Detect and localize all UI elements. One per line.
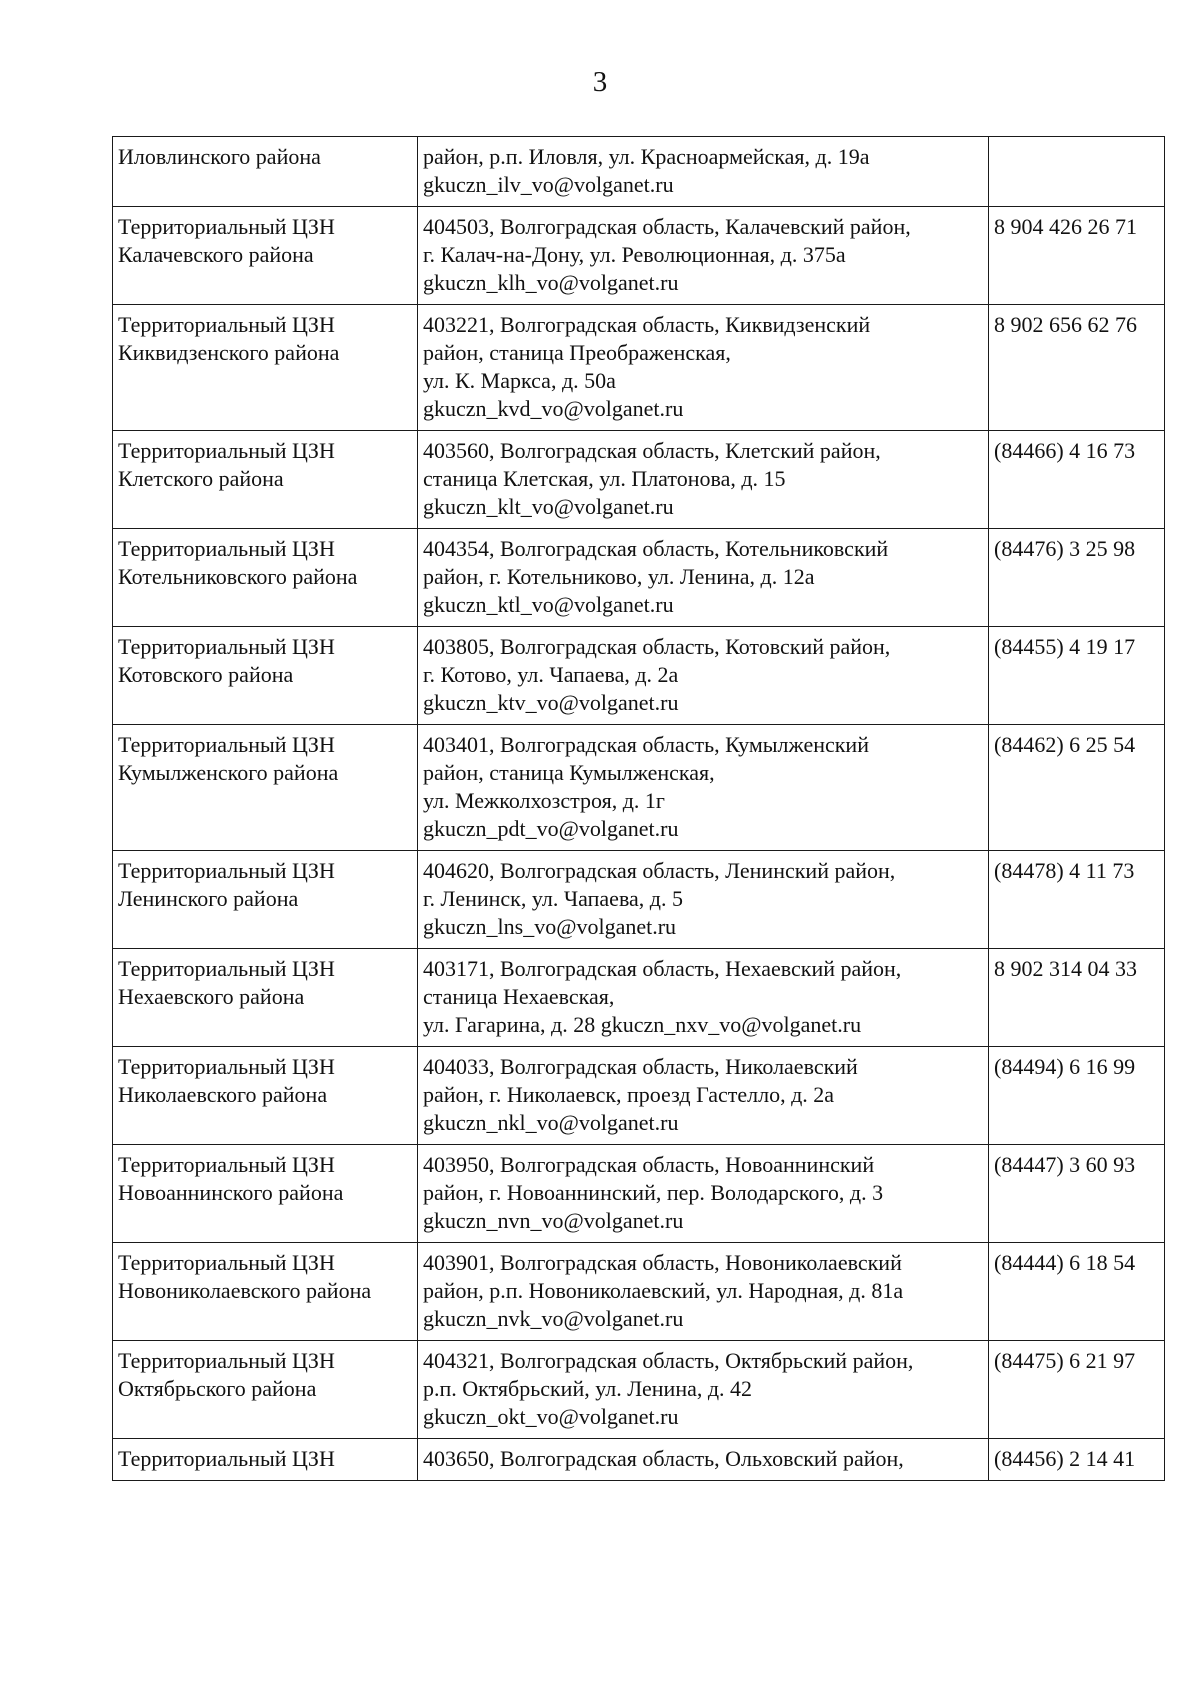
phone-number: (84462) 6 25 54 [994,732,1136,757]
phone-number: (84494) 6 16 99 [994,1054,1136,1079]
table-row [113,431,1165,529]
employment-centers-table [112,136,1165,1481]
address-line: 404321, Волгоградская область, Октябрьский район, [423,1348,914,1373]
center-name-line: Территориальный ЦЗН [118,634,335,659]
center-name-line: Киквидзенского района [118,340,340,365]
address-line: 404503, Волгоградская область, Калачевский район, [423,214,911,239]
center-name-line: Калачевского района [118,242,314,267]
table-row [113,1439,1165,1481]
table-row [113,207,1165,305]
address-line: 403805, Волгоградская область, Котовский район, [423,634,891,659]
center-name-cell [113,627,418,725]
table-row [113,949,1165,1047]
phone-cell [989,305,1165,431]
address-cell [418,1439,989,1481]
address-line: район, станица Преображенская, [423,340,731,365]
address-line: станица Клетская, ул. Платонова, д. 15 [423,466,786,491]
phone-cell [989,627,1165,725]
address-cell [418,431,989,529]
center-name-line: Территориальный ЦЗН [118,214,335,239]
table-row [113,1243,1165,1341]
address-line: 403171, Волгоградская область, Нехаевский район, [423,956,902,981]
phone-number: (84444) 6 18 54 [994,1250,1136,1275]
address-cell [418,207,989,305]
center-name-line: Новоаннинского района [118,1180,344,1205]
address-line: район, г. Новоаннинский, пер. Володарского, д. 3 [423,1180,884,1205]
address-cell [418,1243,989,1341]
address-line: gkuczn_ktv_vo@volganet.ru [423,690,679,715]
center-name-line: Территориальный ЦЗН [118,1054,335,1079]
address-cell [418,725,989,851]
phone-cell [989,1439,1165,1481]
center-name-line: Нехаевского района [118,984,305,1009]
phone-number: 8 902 314 04 33 [994,956,1137,981]
center-name-line: Территориальный ЦЗН [118,536,335,561]
center-name-cell [113,431,418,529]
phone-number: (84447) 3 60 93 [994,1152,1136,1177]
center-name-line: Ленинского района [118,886,299,911]
phone-cell [989,1243,1165,1341]
phone-cell [989,949,1165,1047]
center-name-line: Иловлинского района [118,144,321,169]
address-line: gkuczn_nvk_vo@volganet.ru [423,1306,684,1331]
address-line: г. Ленинск, ул. Чапаева, д. 5 [423,886,683,911]
phone-number: (84466) 4 16 73 [994,438,1136,463]
address-line: г. Котово, ул. Чапаева, д. 2а [423,662,679,687]
phone-number: 8 904 426 26 71 [994,214,1137,239]
address-line: 403650, Волгоградская область, Ольховский район, [423,1446,904,1471]
address-cell [418,1341,989,1439]
center-name-line: Новониколаевского района [118,1278,372,1303]
address-cell [418,305,989,431]
center-name-cell [113,137,418,207]
phone-number: 8 902 656 62 76 [994,312,1137,337]
center-name-line: Территориальный ЦЗН [118,1152,335,1177]
phone-cell [989,1145,1165,1243]
table-row [113,305,1165,431]
address-cell [418,529,989,627]
center-name-line: Котовского района [118,662,294,687]
center-name-cell [113,1145,418,1243]
center-name-cell [113,1243,418,1341]
table-row [113,1341,1165,1439]
table-row [113,725,1165,851]
address-line: gkuczn_kvd_vo@volganet.ru [423,396,684,421]
table-row [113,627,1165,725]
center-name-line: Кумылженского района [118,760,339,785]
address-line: 403401, Волгоградская область, Кумылженский [423,732,869,757]
center-name-cell [113,207,418,305]
phone-number: (84456) 2 14 41 [994,1446,1136,1471]
center-name-line: Территориальный ЦЗН [118,1250,335,1275]
center-name-line: Территориальный ЦЗН [118,1348,335,1373]
address-line: 403901, Волгоградская область, Новониколаевский [423,1250,902,1275]
phone-cell [989,725,1165,851]
center-name-line: Территориальный ЦЗН [118,438,335,463]
center-name-cell [113,725,418,851]
center-name-cell [113,305,418,431]
phone-number: (84455) 4 19 17 [994,634,1136,659]
table-row [113,1047,1165,1145]
center-name-line: Николаевского района [118,1082,328,1107]
address-line: 403221, Волгоградская область, Киквидзенский [423,312,871,337]
address-line: 403950, Волгоградская область, Новоаннинский [423,1152,875,1177]
address-cell [418,851,989,949]
address-line: ул. Межколхозстроя, д. 1г [423,788,665,813]
center-name-line: Территориальный ЦЗН [118,312,335,337]
address-line: gkuczn_okt_vo@volganet.ru [423,1404,679,1429]
page-number: 3 [592,66,608,98]
address-line: станица Нехаевская, [423,984,615,1009]
address-line: gkuczn_klt_vo@volganet.ru [423,494,674,519]
table-row [113,137,1165,207]
address-cell [418,137,989,207]
table-row [113,529,1165,627]
address-line: ул. Гагарина, д. 28 gkuczn_nxv_vo@volganet.ru [423,1012,862,1037]
address-line: 404620, Волгоградская область, Ленинский район, [423,858,896,883]
table-row [113,1145,1165,1243]
address-line: gkuczn_lns_vo@volganet.ru [423,914,677,939]
address-line: gkuczn_ktl_vo@volganet.ru [423,592,674,617]
center-name-line: Территориальный ЦЗН [118,732,335,757]
center-name-line: Территориальный ЦЗН [118,858,335,883]
address-cell [418,1047,989,1145]
address-line: р.п. Октябрьский, ул. Ленина, д. 42 [423,1376,753,1401]
address-cell [418,1145,989,1243]
address-line: gkuczn_nvn_vo@volganet.ru [423,1208,684,1233]
phone-cell [989,137,1165,207]
center-name-cell [113,1341,418,1439]
address-line: район, р.п. Иловля, ул. Красноармейская, д. 19а [423,144,870,169]
center-name-cell [113,949,418,1047]
address-line: ул. К. Маркса, д. 50а [423,368,616,393]
center-name-cell [113,1439,418,1481]
center-name-line: Территориальный ЦЗН [118,1446,335,1471]
phone-number: (84476) 3 25 98 [994,536,1136,561]
phone-cell [989,1341,1165,1439]
address-cell [418,949,989,1047]
address-line: г. Калач-на-Дону, ул. Революционная, д. 375а [423,242,846,267]
center-name-line: Октябрьского района [118,1376,317,1401]
address-line: gkuczn_ilv_vo@volganet.ru [423,172,674,197]
center-name-cell [113,1047,418,1145]
phone-cell [989,1047,1165,1145]
center-name-line: Клетского района [118,466,284,491]
address-line: gkuczn_klh_vo@volganet.ru [423,270,679,295]
address-line: 404354, Волгоградская область, Котельниковский [423,536,889,561]
address-line: район, р.п. Новониколаевский, ул. Народная, д. 81а [423,1278,904,1303]
phone-number: (84475) 6 21 97 [994,1348,1136,1373]
address-line: район, г. Котельниково, ул. Ленина, д. 12а [423,564,815,589]
phone-cell [989,207,1165,305]
center-name-cell [113,851,418,949]
phone-cell [989,529,1165,627]
phone-cell [989,431,1165,529]
address-line: 404033, Волгоградская область, Николаевский [423,1054,858,1079]
center-name-cell [113,529,418,627]
table-body [113,137,1165,1481]
center-name-line: Котельниковского района [118,564,358,589]
address-cell [418,627,989,725]
address-line: 403560, Волгоградская область, Клетский район, [423,438,881,463]
phone-cell [989,851,1165,949]
address-line: район, станица Кумылженская, [423,760,715,785]
table-row [113,851,1165,949]
address-line: gkuczn_pdt_vo@volganet.ru [423,816,679,841]
address-line: район, г. Николаевск, проезд Гастелло, д. 2а [423,1082,835,1107]
center-name-line: Территориальный ЦЗН [118,956,335,981]
address-line: gkuczn_nkl_vo@volganet.ru [423,1110,679,1135]
phone-number: (84478) 4 11 73 [994,858,1135,883]
